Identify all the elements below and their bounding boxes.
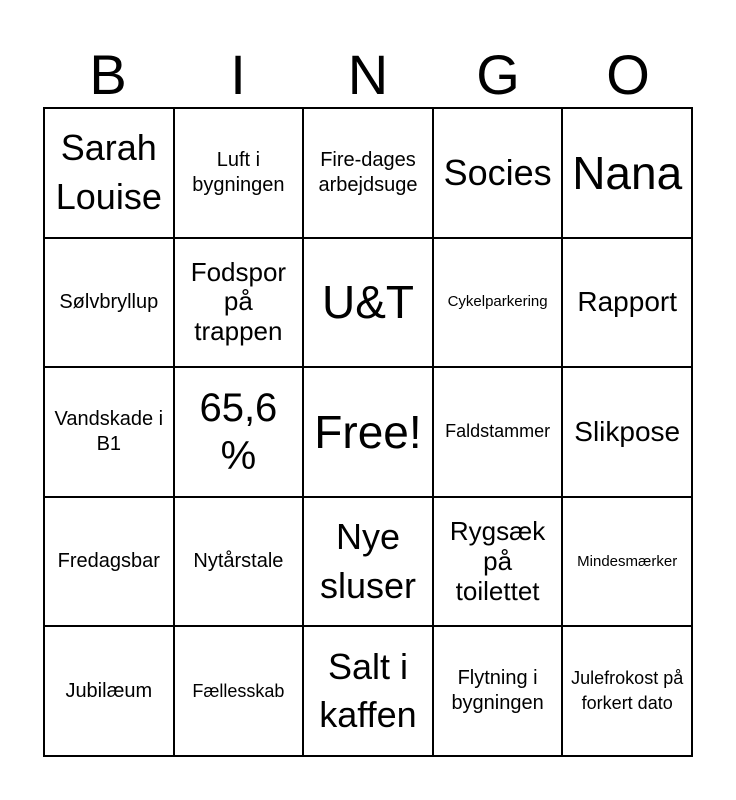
bingo-cell[interactable]: U&T [304,239,434,369]
bingo-cell[interactable]: Fredagsbar [45,498,175,628]
bingo-cell[interactable]: Julefrokost på forkert dato [563,627,693,757]
bingo-cell[interactable]: Socies [434,109,564,239]
bingo-cell[interactable]: Sarah Louise [45,109,175,239]
header-letter-n: N [347,43,389,106]
bingo-cell[interactable]: Rygsæk på toilettet [434,498,564,628]
header-letter-g: G [476,43,520,106]
bingo-cell[interactable]: Slikpose [563,368,693,498]
bingo-cell[interactable]: Cykelparkering [434,239,564,369]
bingo-cell[interactable]: Nye sluser [304,498,434,628]
bingo-cell[interactable]: Rapport [563,239,693,369]
free-space[interactable]: Free! [304,368,434,498]
bingo-header [43,44,693,106]
bingo-cell[interactable]: Jubilæum [45,627,175,757]
bingo-cell[interactable]: Fire-dages arbejdsuge [304,109,434,239]
header-letter-i: I [230,43,246,106]
bingo-board [43,107,693,757]
bingo-cell[interactable]: Sølvbryllup [45,239,175,369]
header-letter-o: O [606,43,650,106]
bingo-cell[interactable]: 65,6 % [175,368,305,498]
bingo-cell[interactable]: Flytning i bygningen [434,627,564,757]
bingo-cell[interactable]: Fællesskab [175,627,305,757]
bingo-cell[interactable]: Fodspor på trappen [175,239,305,369]
bingo-cell[interactable]: Faldstammer [434,368,564,498]
bingo-cell[interactable]: Luft i bygningen [175,109,305,239]
bingo-cell[interactable]: Mindesmærker [563,498,693,628]
header-letter-b: B [89,43,127,106]
bingo-cell[interactable]: Vandskade i B1 [45,368,175,498]
bingo-cell[interactable]: Nana [563,109,693,239]
bingo-cell[interactable]: Salt i kaffen [304,627,434,757]
bingo-cell[interactable]: Nytårstale [175,498,305,628]
